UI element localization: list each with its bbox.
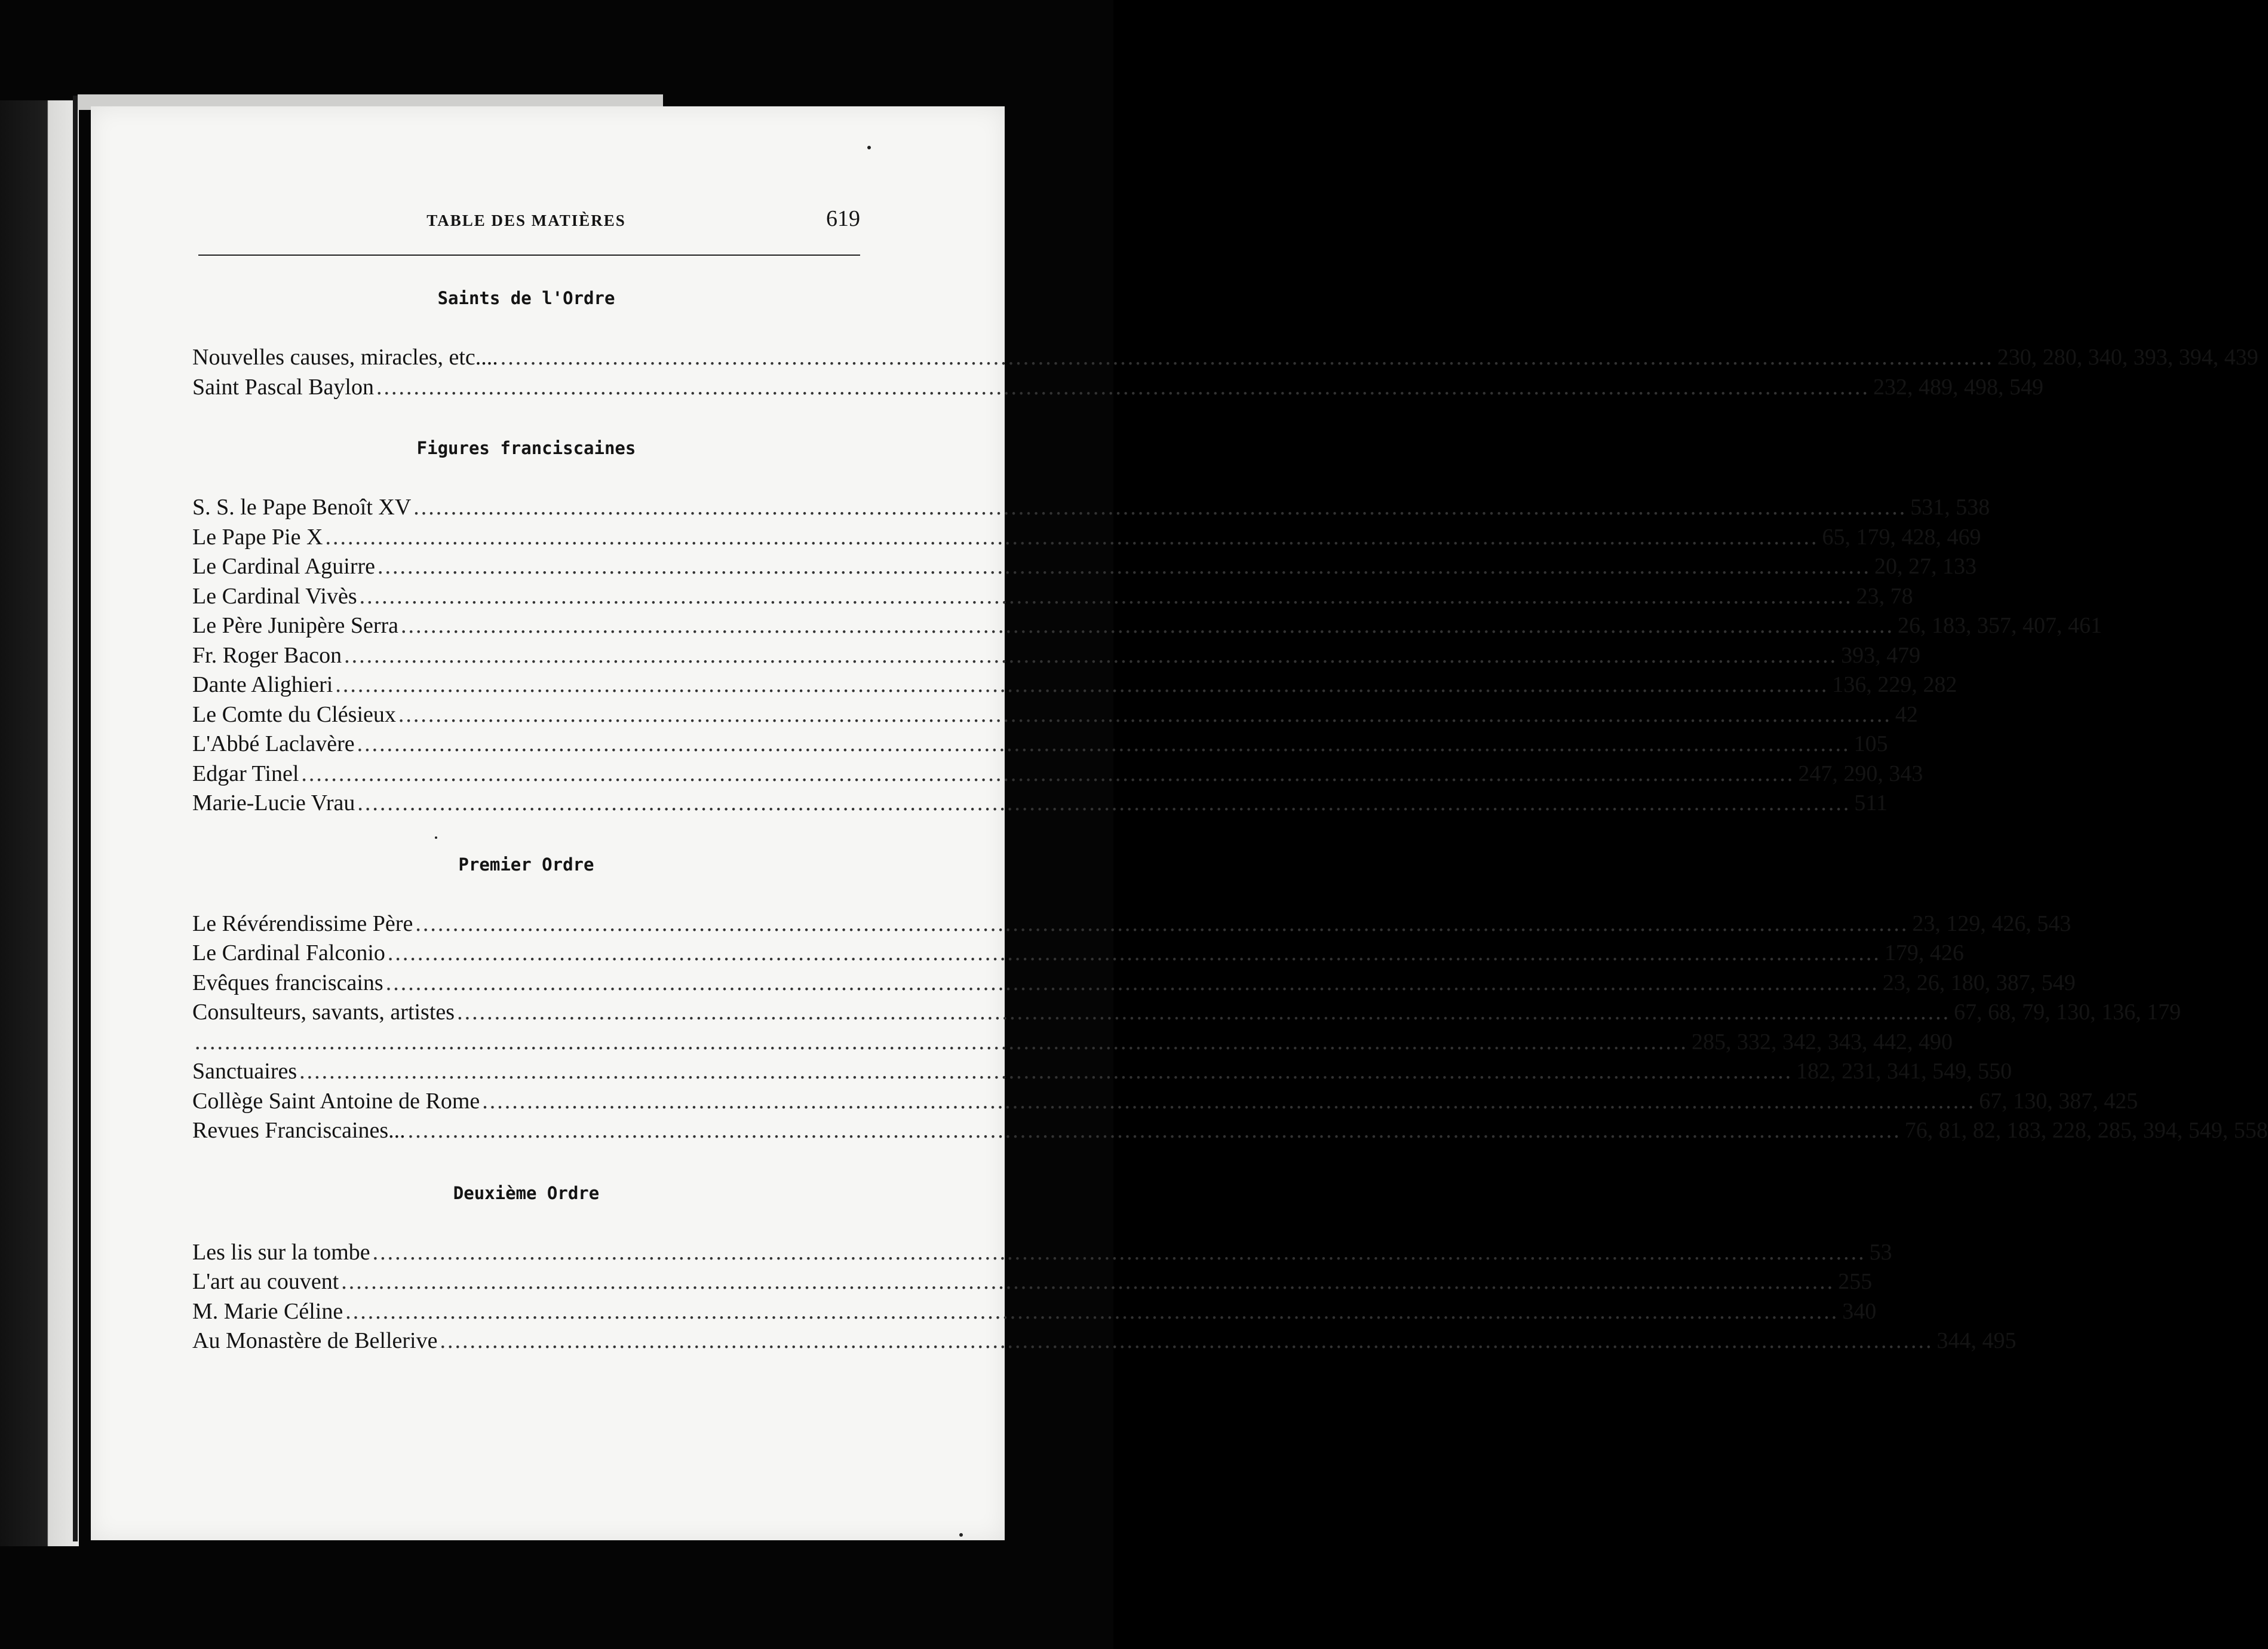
section-deuxieme-ordre (192, 1146, 2017, 1356)
entry-label: Saint Pascal Baylon (192, 374, 374, 400)
dot-leader: ........................................................................................................................................................................................................ (407, 1118, 1901, 1143)
dot-leader: ........................................................................................................................................................................................................ (344, 642, 1838, 668)
entry-label: Le Cardinal Aguirre (192, 554, 376, 579)
toc-entry (192, 700, 1918, 730)
entry-label: Edgar Tinel (192, 761, 299, 786)
dot-leader: ........................................................................................................................................................................................................ (299, 1059, 1793, 1084)
page-number: 619 (826, 206, 860, 231)
entry-list (192, 1238, 2017, 1356)
entry-pages: 531, 538 (1910, 495, 1990, 520)
entry-pages: 67, 68, 79, 130, 136, 179 (1954, 1000, 2181, 1025)
entry-label: Nouvelles causes, miracles, etc.... (192, 345, 498, 370)
entry-pages: 182, 231, 341, 549, 550 (1796, 1059, 2012, 1084)
entry-label: Le Pape Pie X (192, 524, 323, 550)
entry-label: Le Révérendissime Père (192, 911, 413, 936)
toc-entry (192, 1057, 2012, 1087)
entry-label: Fr. Roger Bacon (192, 642, 342, 668)
entry-pages: 136, 229, 282 (1832, 672, 1957, 697)
entry-label: Evêques franciscains (192, 970, 383, 995)
dust-speck (959, 1533, 963, 1537)
book-spine (73, 96, 78, 1541)
dot-leader: ........................................................................................................................................................................................................ (325, 524, 1819, 550)
section-premier-ordre (192, 819, 2268, 1146)
table-of-contents (192, 197, 2268, 1356)
dot-leader: ........................................................................................................................................................................................................ (301, 761, 1795, 786)
entry-label: Consulteurs, savants, artistes (192, 1000, 455, 1025)
toc-entry (192, 1116, 2268, 1146)
entry-pages: 76, 81, 82, 183, 228, 285, 394, 549, 558 (1904, 1118, 2268, 1143)
entry-pages: 105 (1853, 731, 1888, 756)
dot-leader: ........................................................................................................................................................................................................ (440, 1328, 1934, 1353)
dot-leader: ........................................................................................................................................................................................................ (357, 790, 1851, 816)
entry-pages: 26, 183, 357, 407, 461 (1898, 613, 2103, 638)
dot-leader: ........................................................................................................................................................................................................ (385, 970, 1879, 995)
toc-entry (192, 939, 1964, 968)
dot-leader: ........................................................................................................................................................................................................ (398, 701, 1892, 727)
toc-entry (192, 1326, 2017, 1356)
toc-entry (192, 523, 1981, 553)
dot-leader: ........................................................................................................................................................................................................ (413, 495, 1907, 520)
dot-leader: ........................................................................................................................................................................................................ (195, 1029, 1688, 1055)
dot-leader: ........................................................................................................................................................................................................ (345, 1298, 1839, 1324)
dot-leader: ........................................................................................................................................................................................................ (376, 374, 1870, 400)
entry-list (192, 343, 2258, 402)
entry-label: Marie-Lucie Vrau (192, 790, 355, 816)
entry-pages: 42 (1895, 701, 1918, 727)
entry-label: L'art au couvent (192, 1269, 339, 1294)
previous-page-edge (0, 100, 79, 1546)
entry-list (192, 493, 2103, 819)
toc-entry-continuation (192, 1028, 1953, 1058)
toc-entry (192, 1238, 1892, 1268)
toc-entry (192, 611, 2103, 641)
entry-pages: 53 (1869, 1239, 1892, 1265)
entry-label: M. Marie Céline (192, 1298, 343, 1324)
section-figures-franciscaines (192, 402, 2103, 819)
entry-pages: 393, 479 (1841, 642, 1921, 668)
entry-label: Les lis sur la tombe (192, 1239, 370, 1265)
toc-entry (192, 641, 1921, 671)
entry-label: Collège Saint Antoine de Rome (192, 1088, 480, 1114)
section-title: Figures franciscaines (416, 438, 636, 458)
toc-entry (192, 343, 2258, 373)
entry-pages: 230, 280, 340, 393, 394, 439 (1997, 345, 2258, 370)
toc-entry (192, 759, 1923, 789)
entry-pages: 23, 78 (1856, 583, 1913, 609)
running-head (192, 197, 860, 245)
header-rule (198, 255, 860, 256)
toc-entry (192, 909, 2071, 939)
dot-leader: ........................................................................................................................................................................................................ (372, 1239, 1866, 1265)
entry-label: L'Abbé Laclavère (192, 731, 355, 756)
entry-label: Revues Franciscaines... (192, 1118, 406, 1143)
toc-entry (192, 493, 1990, 523)
entry-label: Sanctuaires (192, 1059, 297, 1084)
dot-leader: ........................................................................................................................................................................................................ (341, 1269, 1835, 1294)
section-title: Saints de l'Ordre (437, 288, 615, 308)
dot-leader: ........................................................................................................................................................................................................ (415, 911, 1909, 936)
dot-leader: ........................................................................................................................................................................................................ (378, 554, 1871, 579)
entry-label: Le Père Junipère Serra (192, 613, 399, 638)
toc-entry (192, 1267, 1873, 1297)
entry-pages: 344, 495 (1936, 1328, 2017, 1353)
entry-pages: 23, 26, 180, 387, 549 (1882, 970, 2076, 995)
entry-label: Le Cardinal Falconio (192, 940, 385, 966)
entry-pages: 179, 426 (1884, 940, 1964, 966)
entry-label: Au Monastère de Bellerive (192, 1328, 438, 1353)
toc-entry (192, 1297, 1877, 1327)
section-saints-de-l-ordre (192, 245, 2258, 402)
entry-label: Dante Alighieri (192, 672, 333, 697)
entry-label: S. S. le Pape Benoît XV (192, 495, 412, 520)
toc-entry (192, 373, 2043, 403)
dust-speck (867, 146, 871, 149)
running-title: TABLE DES MATIÈRES (426, 212, 626, 229)
dot-leader: ........................................................................................................................................................................................................ (357, 731, 1850, 756)
dot-leader: ........................................................................................................................................................................................................ (457, 1000, 1951, 1025)
toc-entry (192, 968, 2076, 998)
entry-pages: 247, 290, 343 (1798, 761, 1923, 786)
section-title: Premier Ordre (458, 854, 594, 875)
toc-entry (192, 998, 2181, 1028)
dot-leader: ........................................................................................................................................................................................................ (401, 613, 1895, 638)
entry-label: Le Cardinal Vivès (192, 583, 357, 609)
toc-entry (192, 670, 1957, 700)
entry-pages: 232, 489, 498, 549 (1873, 374, 2043, 400)
dot-leader: ........................................................................................................................................................................................................ (335, 672, 1829, 697)
entry-label: Le Comte du Clésieux (192, 701, 396, 727)
toc-entry (192, 582, 1913, 612)
toc-entry (192, 1087, 2138, 1117)
entry-pages: 23, 129, 426, 543 (1912, 911, 2071, 936)
entry-pages: 65, 179, 428, 469 (1822, 524, 1981, 550)
entry-pages: 285, 332, 342, 343, 442, 490 (1692, 1029, 1953, 1055)
toc-entry (192, 730, 1888, 759)
dot-leader: ........................................................................................................................................................................................................ (359, 583, 1853, 609)
dot-leader: ........................................................................................................................................................................................................ (500, 345, 1994, 370)
entry-pages: 255 (1838, 1269, 1873, 1294)
section-title: Deuxième Ordre (453, 1182, 600, 1203)
entry-pages: 511 (1854, 790, 1888, 816)
toc-entry (192, 789, 1888, 819)
entry-pages: 67, 130, 387, 425 (1979, 1088, 2138, 1114)
dot-leader: ........................................................................................................................................................................................................ (482, 1088, 1976, 1114)
entry-pages: 20, 27, 133 (1874, 554, 1977, 579)
dot-leader: ........................................................................................................................................................................................................ (387, 940, 1881, 966)
toc-entry (192, 552, 1977, 582)
entry-pages: 340 (1842, 1298, 1877, 1324)
entry-list (192, 909, 2268, 1146)
